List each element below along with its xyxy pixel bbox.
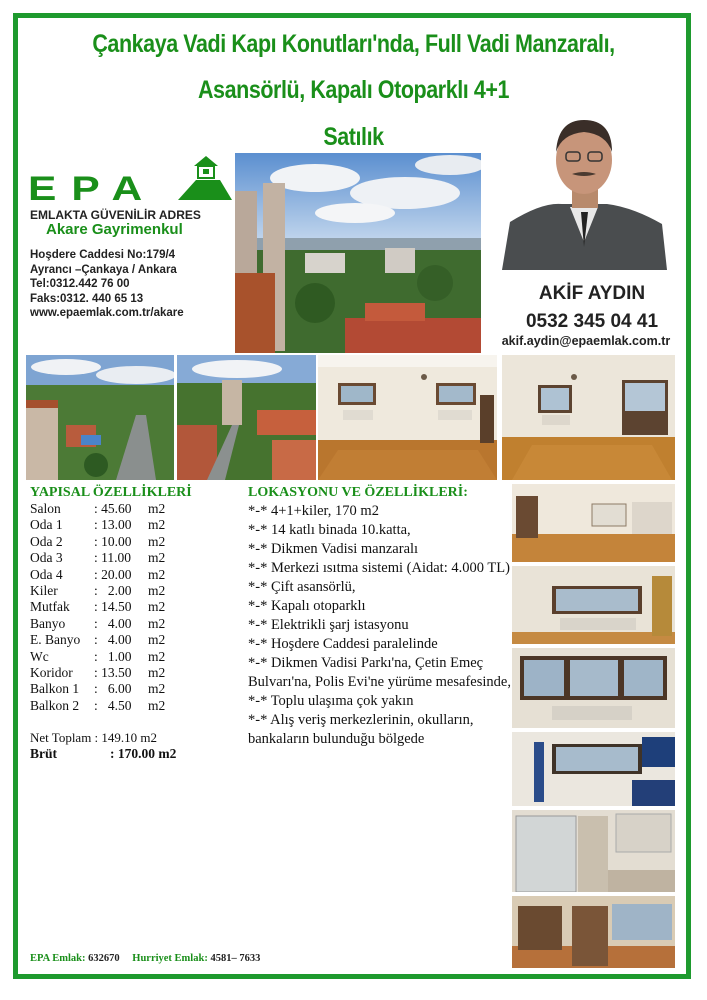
feature-item: *-* 4+1+kiler, 170 m2 bbox=[248, 503, 379, 519]
spec-label: Salon bbox=[30, 501, 61, 516]
living-room-photo-1 bbox=[318, 355, 497, 480]
office-address bbox=[30, 248, 184, 321]
aerial-photo-2 bbox=[177, 355, 316, 480]
living-room-photo-2 bbox=[502, 355, 675, 480]
room-photo-3 bbox=[512, 648, 675, 728]
listing-title-line3: Satılık bbox=[323, 123, 384, 151]
brand-tagline: EMLAKTA GÜVENİLİR ADRES bbox=[30, 208, 201, 222]
gross-label: Brüt bbox=[30, 746, 57, 761]
spec-unit: m2 bbox=[148, 648, 166, 664]
epa-id-label: EPA Emlak: bbox=[30, 953, 86, 964]
feature-item: *-* Hoşdere Caddesi paralelinde bbox=[248, 636, 438, 652]
balcony-photo bbox=[512, 896, 675, 968]
spec-label: Balkon 2 bbox=[30, 697, 80, 713]
feature-item: *-* 14 katlı binada 10.katta, bbox=[248, 522, 411, 538]
feature-item: *-* Dikmen Vadisi Parkı'na, Çetin Emeç Bulvarı'na, Polis Evi'ne yürüme mesafesinde, bbox=[248, 655, 511, 690]
features-heading: LOKASYONU VE ÖZELLİKLERİ: bbox=[248, 485, 468, 500]
spec-label: Kiler bbox=[30, 583, 58, 598]
spec-label: Mutfak bbox=[30, 599, 70, 615]
spec-value: : 11.00 bbox=[94, 550, 131, 566]
spec-unit: m2 bbox=[148, 550, 166, 566]
spec-unit: m2 bbox=[148, 615, 166, 631]
spec-value: : 1.00 bbox=[94, 648, 132, 664]
company-name: Akare Gayrimenkul bbox=[46, 221, 183, 238]
feature-item: *-* Dikmen Vadisi manzaralı bbox=[248, 541, 419, 557]
features-list bbox=[248, 502, 513, 749]
spec-value: : 20.00 bbox=[94, 566, 132, 582]
kitchen-photo bbox=[512, 732, 675, 806]
spec-unit: m2 bbox=[148, 501, 166, 516]
spec-unit: m2 bbox=[148, 697, 166, 713]
feature-item: *-* Toplu ulaşıma çok yakın bbox=[248, 693, 414, 709]
bathroom-photo bbox=[512, 810, 675, 892]
brand-logo-text: EPA bbox=[28, 170, 158, 208]
spec-unit: m2 bbox=[148, 599, 166, 615]
feature-item: *-* Alış veriş merkezlerinin, okulların, bankaların bulunduğu bölgede bbox=[248, 712, 474, 747]
spec-value: : 13.50 bbox=[94, 665, 132, 680]
agent-photo bbox=[502, 112, 667, 270]
agent-phone[interactable]: 0532 345 04 41 bbox=[525, 311, 659, 332]
spec-value: : 4.00 bbox=[94, 632, 132, 648]
feature-item: *-* Elektrikli şarj istasyonu bbox=[248, 617, 409, 633]
net-total: Net Toplam : 149.10 m2 bbox=[30, 730, 158, 745]
listing-title-line1: Çankaya Vadi Kapı Konutları'nda, Full Vadi Manzaralı, bbox=[92, 30, 615, 58]
spec-label: Oda 1 bbox=[30, 517, 63, 533]
spec-label: Oda 2 bbox=[30, 533, 63, 549]
office-fax: Faks:0312. 440 65 13 bbox=[30, 292, 144, 305]
hurriyet-id-label: Hurriyet Emlak: bbox=[132, 953, 208, 964]
aerial-photo-1 bbox=[26, 355, 174, 480]
address-line-1: Hoşdere Caddesi No:179/4 bbox=[30, 249, 176, 261]
agent-email[interactable]: akif.aydin@epaemlak.com.tr bbox=[501, 334, 671, 348]
room-photo-1 bbox=[512, 484, 675, 562]
spec-unit: m2 bbox=[148, 583, 166, 598]
spec-value: : 14.50 bbox=[94, 599, 132, 615]
spec-label: Oda 3 bbox=[30, 550, 63, 566]
listing-ids bbox=[30, 953, 260, 964]
main-view-photo bbox=[235, 153, 481, 353]
specs-heading: YAPISAL ÖZELLİKLERİ bbox=[30, 485, 192, 500]
spec-value: : 10.00 bbox=[94, 533, 132, 549]
spec-unit: m2 bbox=[148, 632, 166, 648]
office-website[interactable]: www.epaemlak.com.tr/akare bbox=[30, 307, 184, 319]
feature-item: *-* Kapalı otoparklı bbox=[248, 598, 366, 614]
address-line-2: Ayrancı –Çankaya / Ankara bbox=[30, 263, 177, 276]
spec-value: : 13.00 bbox=[94, 517, 132, 533]
spec-unit: m2 bbox=[148, 517, 166, 533]
spec-value: : 6.00 bbox=[94, 681, 132, 697]
spec-value: : 45.60 bbox=[94, 501, 132, 516]
feature-item: *-* Merkezi ısıtma sistemi (Aidat: 4.000 TL) bbox=[248, 560, 510, 576]
spec-label: Banyo bbox=[30, 615, 66, 631]
listing-title-line2: Asansörlü, Kapalı Otoparklı 4+1 bbox=[197, 76, 510, 104]
epa-id-value: 632670 bbox=[88, 953, 120, 964]
gross-value: : 170.00 m2 bbox=[110, 746, 177, 761]
spec-label: Balkon 1 bbox=[30, 681, 80, 697]
spec-value: : 4.00 bbox=[94, 615, 132, 631]
feature-item: *-* Çift asansörlü, bbox=[248, 579, 356, 595]
spec-label: Oda 4 bbox=[30, 566, 63, 582]
spec-unit: m2 bbox=[148, 566, 166, 582]
spec-unit: m2 bbox=[148, 681, 166, 697]
agent-name: AKİF AYDIN bbox=[538, 283, 646, 304]
spec-unit: m2 bbox=[148, 533, 166, 549]
spec-label: E. Banyo bbox=[30, 632, 81, 648]
office-phone: Tel:0312.442 76 00 bbox=[30, 278, 130, 290]
spec-value: : 2.00 bbox=[94, 583, 132, 598]
room-photo-2 bbox=[512, 566, 675, 644]
spec-label: Koridor bbox=[30, 665, 73, 680]
spec-unit: m2 bbox=[148, 665, 166, 680]
spec-label: Wc bbox=[30, 648, 49, 664]
spec-value: : 4.50 bbox=[94, 697, 132, 713]
hurriyet-id-value: 4581– 7633 bbox=[210, 953, 261, 964]
